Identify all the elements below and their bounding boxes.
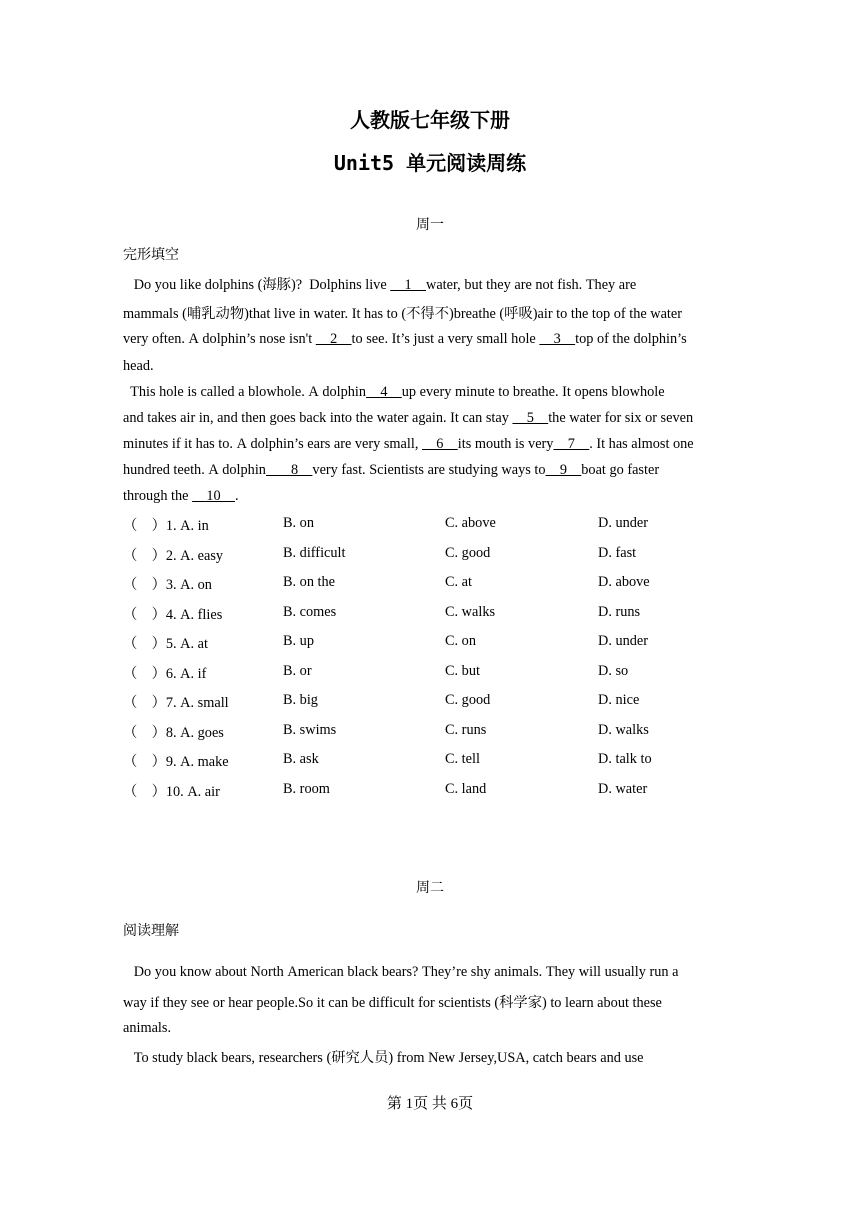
blank-number: 5 (512, 410, 549, 426)
subtitle-text: 单元阅读周练 (406, 151, 527, 175)
question-option-c: C. above (445, 515, 496, 531)
question-option-b: B. on (283, 515, 314, 531)
question-option-d: D. talk to (598, 751, 652, 767)
question-option-c: C. but (445, 662, 480, 679)
question-option-c: C. walks (445, 603, 496, 620)
reading-line: animals. (123, 1020, 172, 1036)
page-footer: 第 1页 共 6页 (386, 1096, 474, 1112)
question-option-d: D. runs (598, 603, 641, 620)
question-option-b: B. up (283, 633, 314, 649)
question-option-c: C. at (445, 574, 473, 590)
question-option-b: B. difficult (283, 544, 346, 561)
question-option-c: C. on (445, 633, 476, 649)
question-option-b: B. swims (283, 721, 337, 738)
passage-text: Do you like dolphins (海豚)? Dolphins live (123, 277, 391, 293)
passage-text: . It has almost one (589, 436, 694, 452)
question-option-b: B. or (283, 662, 312, 679)
question-option-a: （ ）9. A. make (123, 754, 229, 770)
passage-text: up every minute to breathe. It opens blowhole (401, 384, 665, 400)
blank-number: 10 (192, 488, 235, 504)
passage-text: very fast. Scientists are studying ways to (312, 462, 546, 478)
blank-number: 3 (539, 331, 576, 347)
blank-number: 8 (265, 462, 313, 478)
passage-text: water, but they are not fish. They are (426, 277, 637, 293)
question-option-c: C. good (445, 692, 491, 708)
question-option-b: B. big (283, 692, 318, 708)
question-option-d: D. so (598, 662, 629, 679)
question-option-a: （ ）10. A. air (123, 783, 220, 800)
question-option-a: （ ）6. A. if (123, 665, 207, 682)
question-option-c: C. good (445, 544, 491, 561)
passage-text: the water for six or seven (548, 410, 694, 426)
passage-line (123, 303, 682, 323)
passage-line (123, 331, 687, 348)
day1-label: 周一 (416, 217, 444, 233)
passage-text: boat go faster (581, 462, 660, 478)
reading-line: way if they see or hear people.So it can be difficult for scientists (科学家) to learn about these (123, 995, 662, 1011)
passage-text: . (234, 488, 239, 504)
question-option-a: （ ）1. A. in (123, 518, 209, 534)
question-option-b: B. room (283, 780, 330, 797)
question-option-c: C. land (445, 780, 487, 797)
question-option-a: （ ）8. A. goes (123, 724, 224, 741)
question-option-b: B. comes (283, 603, 337, 620)
question-option-d: D. under (598, 633, 649, 649)
passage-line (123, 358, 154, 375)
blank-number: 4 (366, 384, 402, 400)
passage-line (123, 384, 665, 401)
question-option-a: （ ）5. A. at (123, 636, 208, 652)
question-option-b: B. on the (283, 574, 336, 590)
passage-text: This hole is called a blowhole. A dolphin (123, 384, 367, 400)
question-option-a: （ ）3. A. on (123, 577, 212, 593)
question-option-c: C. tell (445, 751, 480, 767)
question-option-d: D. water (598, 780, 648, 797)
blank-number: 2 (315, 331, 352, 347)
day2-section-title: 阅读理解 (123, 923, 179, 939)
passage-line (123, 488, 239, 505)
blank-number: 1 (390, 277, 426, 293)
passage-text: hundred teeth. A dolphin (123, 462, 266, 478)
question-option-c: C. runs (445, 721, 487, 738)
question-option-d: D. under (598, 515, 649, 531)
question-option-b: B. ask (283, 751, 319, 767)
day1-section-title: 完形填空 (123, 247, 179, 263)
passage-text: very often. A dolphin’s nose isn't (123, 331, 316, 347)
reading-line: To study black bears, researchers (研究人员) from New Jersey,USA, catch bears and use (123, 1050, 644, 1066)
blank-number: 7 (553, 436, 590, 452)
passage-text: through the (123, 488, 193, 504)
passage-text: head. (123, 358, 154, 374)
question-option-d: D. walks (598, 721, 649, 738)
blank-number: 6 (422, 436, 458, 452)
passage-line (123, 436, 694, 453)
passage-text: to see. It’s just a very small hole (351, 331, 540, 347)
question-option-a: （ ）2. A. easy (123, 547, 224, 564)
question-option-a: （ ）4. A. flies (123, 606, 223, 623)
question-option-d: D. nice (598, 692, 640, 708)
passage-text: top of the dolphin’s (575, 331, 687, 347)
passage-text: and takes air in, and then goes back into the water again. It can stay (123, 410, 513, 426)
document-subtitle (0, 147, 860, 176)
question-option-a: （ ）7. A. small (123, 695, 229, 711)
subtitle-unit: Unit5 (333, 151, 407, 175)
passage-line (123, 274, 636, 294)
blank-number: 9 (545, 462, 582, 478)
document-title: 人教版七年级下册 (350, 108, 510, 132)
passage-text: its mouth is very (457, 436, 554, 452)
passage-line (123, 462, 659, 479)
passage-text: mammals (哺乳动物)that live in water. It has to (不得不)breathe (呼吸)air to the top of the water (123, 306, 683, 322)
passage-line (123, 410, 693, 427)
reading-line: Do you know about North American black bears? They’re shy animals. They will usually run a (123, 964, 679, 980)
question-option-d: D. above (598, 574, 650, 590)
passage-text: minutes if it has to. A dolphin’s ears are very small, (123, 436, 422, 452)
question-option-d: D. fast (598, 544, 637, 561)
day2-label: 周二 (416, 880, 444, 896)
